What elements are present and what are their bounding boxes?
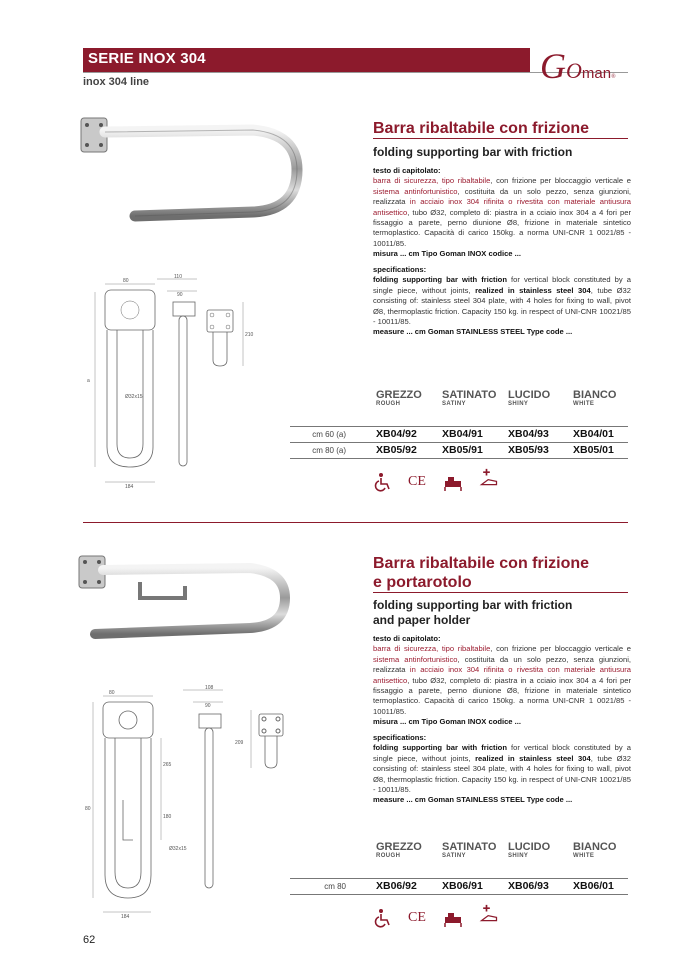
- product-2-italian-description: testo di capitolato: barra di sicurezza, tipo ribaltabile, con frizione per bloccaggio verticale e sistema antinfortunistico, costituita da un solo pezzo, senza giunzioni, realizzata in acciaio inox 304 rifinita o rivestita con materiale antiusura antisettico, tubo Ø32, completo di: piastra in a cciaio inox 304 a 4 fori per fissaggio a parete, perno diunione Ø8, frizione in materiale sintetico termoplastico. Capacità di carico 150kg. a norma UNI-CNR 1 0021/85 - 10011/85. misura ... cm Tipo Goman INOX codice ...: [373, 634, 631, 727]
- product-code: XB06/91: [442, 880, 483, 892]
- product-code: XB05/92: [376, 444, 417, 456]
- svg-text:90: 90: [177, 292, 183, 298]
- table-rule: [290, 878, 628, 879]
- product-2-technical-drawing: [85, 680, 295, 920]
- svg-text:184: 184: [125, 484, 134, 490]
- svg-text:a: a: [87, 378, 90, 384]
- product-1-photo: [75, 112, 305, 222]
- product-2-photo: [75, 548, 305, 648]
- goman-logo: GOman®: [540, 46, 616, 86]
- svg-text:110: 110: [174, 274, 182, 280]
- product-2-col-grezzo: GREZZO ROUGH: [376, 841, 422, 859]
- product-2-col-lucido: LUCIDO SHINY: [508, 841, 551, 859]
- product-1-italian-description: testo di capitolato: barra di sicurezza, tipo ribaltabile, con frizione per bloccaggio verticale e sistema antinfortunistico, costituita da un solo pezzo, senza giunzioni, realizzata in acciaio inox 304 rifinita o rivestita con materiale antiusura antisettico, tubo Ø32, completo di: piastra in a cciaio inox 304 a 4 fori per fissaggio a parete, perno diunione Ø8, frizione in materiale sintetico termoplastico. Capacità di carico 150kg. a norma UNI-CNR 1 0021/85 - 10011/85. misura ... cm Tipo Goman INOX codice ...: [373, 166, 631, 259]
- ce-mark-icon: CE: [408, 474, 426, 489]
- svg-text:108: 108: [205, 685, 214, 691]
- table-rule: [290, 426, 628, 427]
- product-2-col-satinato: SATINATO SATINY: [442, 841, 497, 859]
- product-code: XB05/01: [573, 444, 614, 456]
- svg-text:209: 209: [235, 740, 244, 746]
- product-1-technical-drawing: [85, 272, 260, 492]
- product-code: XB04/92: [376, 428, 417, 440]
- bed-icon: [442, 472, 464, 492]
- series-title: SERIE INOX 304: [88, 50, 206, 67]
- table-rule: [290, 442, 628, 443]
- svg-text:80: 80: [109, 690, 115, 696]
- product-code: XB06/01: [573, 880, 614, 892]
- svg-text:80: 80: [85, 806, 91, 812]
- svg-text:90: 90: [205, 703, 211, 709]
- product-1-col-grezzo: GREZZO ROUGH: [376, 389, 422, 407]
- product-2-english-specifications: specifications: folding supporting bar with friction for vertical block constituted by a single piece, without joints, realized in stainless steel 304, tube Ø32 consisting of: stainless steel 304 plate, with 4 holes for fixing to wall, pivot Ø8, thermoplastic friction. Capacity 150 kg. in respect of UNI-CNR 10021/85 - 10011/85. measure ... cm Goman STAINLESS STEEL Type code ...: [373, 733, 631, 805]
- section-separator: [83, 522, 628, 523]
- wheelchair-icon: [373, 908, 395, 928]
- product-code: XB06/92: [376, 880, 417, 892]
- product-1-title-rule: [373, 138, 628, 139]
- product-code: XB04/93: [508, 428, 549, 440]
- svg-text:Ø32x15: Ø32x15: [125, 394, 143, 400]
- page-number: 62: [83, 934, 96, 946]
- table-rule: [290, 458, 628, 459]
- svg-text:180: 180: [163, 814, 172, 820]
- product-1-row-label: cm 80 (a): [312, 446, 346, 455]
- svg-text:265: 265: [163, 762, 172, 768]
- product-code: XB06/93: [508, 880, 549, 892]
- svg-text:80: 80: [123, 278, 129, 284]
- svg-text:184: 184: [121, 914, 130, 920]
- product-1-subtitle: folding supporting bar with friction: [373, 145, 573, 159]
- product-code: XB04/01: [573, 428, 614, 440]
- product-2-title-rule: [373, 592, 628, 593]
- product-1-title: Barra ribaltabile con frizione: [373, 120, 590, 137]
- product-code: XB04/91: [442, 428, 483, 440]
- product-1-row-label: cm 60 (a): [312, 430, 346, 439]
- bed-icon: [442, 908, 464, 928]
- medical-bed-icon: [478, 904, 500, 924]
- ce-mark-icon: CE: [408, 910, 426, 925]
- product-1-col-bianco: BIANCO WHITE: [573, 389, 617, 407]
- product-1-col-satinato: SATINATO SATINY: [442, 389, 497, 407]
- product-2-col-bianco: BIANCO WHITE: [573, 841, 617, 859]
- product-code: XB05/91: [442, 444, 483, 456]
- product-1-col-lucido: LUCIDO SHINY: [508, 389, 551, 407]
- product-2-subtitle: folding supporting bar with friction and paper holder: [373, 598, 573, 627]
- svg-text:210: 210: [245, 332, 254, 338]
- medical-bed-icon: [478, 468, 500, 488]
- svg-text:Ø32x15: Ø32x15: [169, 846, 187, 852]
- product-code: XB05/93: [508, 444, 549, 456]
- wheelchair-icon: [373, 472, 395, 492]
- product-2-row-label: cm 80: [324, 882, 346, 891]
- product-1-english-specifications: specifications: folding supporting bar with friction for vertical block constituted by a single piece, without joints, realized in stainless steel 304, tube Ø32 consisting of: stainless steel 304 plate, with 4 holes for fixing to wall, pivot Ø8, thermoplastic friction. Capacity 150 kg. in respect of UNI-CNR 10021/85 - 10011/85. measure ... cm Goman STAINLESS STEEL Type code ...: [373, 265, 631, 337]
- series-subtitle: inox 304 line: [83, 76, 150, 88]
- product-2-title: Barra ribaltabile con frizione e portarotolo: [373, 555, 590, 591]
- table-rule: [290, 894, 628, 895]
